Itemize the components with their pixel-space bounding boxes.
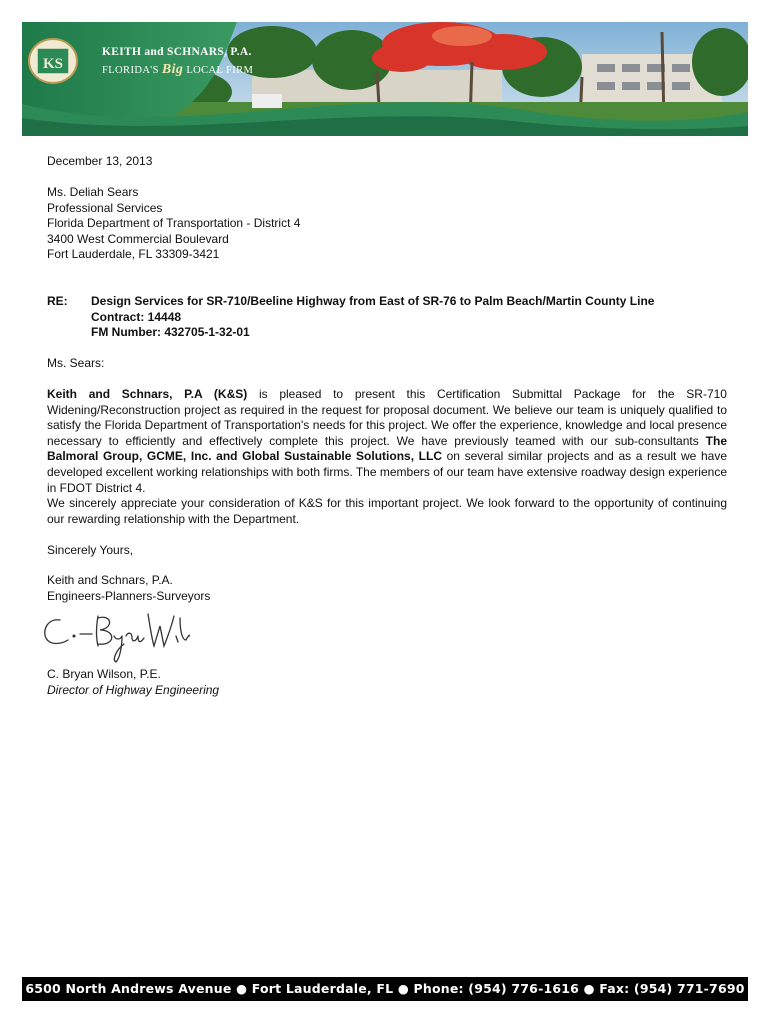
subconsultants-bold: The Balmoral Group, GCME, Inc. and Global Sustainable Solutions, LLC [47, 433, 727, 464]
firm-tagline [102, 62, 253, 78]
contract-line: Contract: 14448 [91, 309, 182, 324]
fm-number-line: FM Number: 432705-1-32-01 [91, 325, 250, 340]
recipient-address [47, 185, 727, 263]
footer-contact-bar: 6500 North Andrews Avenue ● Fort Lauderdale, FL ● Phone: (954) 776-1616 ● Fax: (954) 771-7690 [22, 977, 748, 1001]
body-paragraph-2: We sincerely appreciate your consideration of K&S for this important project. We look forward to the opportunity of continuing our rewarding relationship with the Department. [47, 496, 727, 526]
firm-logo [29, 39, 77, 83]
paragraph-text: on several similar projects and as a result we have developed excellent working relationships with both firms. The members of our team have extensive roadway design experience in FDOT District 4. [47, 449, 727, 495]
firm-line: Engineers-Planners-Surveyors [47, 588, 211, 603]
sender-firm [47, 573, 727, 604]
salutation: Ms. Sears: [47, 356, 105, 370]
header-banner [22, 22, 748, 136]
address-line: Ms. Deliah Sears [47, 185, 139, 199]
re-label: RE: [47, 294, 68, 308]
address-line: Fort Lauderdale, FL 33309-3421 [47, 247, 220, 262]
address-line: Florida Department of Transportation - District 4 [47, 216, 301, 231]
tagline-prefix: FLORIDA'S [102, 65, 159, 76]
firm-name: KEITH and SCHNARS, P.A. [102, 46, 252, 58]
logo-monogram: KS [42, 56, 64, 72]
signature [40, 606, 190, 664]
address-line: Professional Services [47, 200, 163, 215]
body-paragraph-1 [47, 387, 727, 496]
tagline-big: Big [161, 62, 184, 77]
signer-name: C. Bryan Wilson, P.E. [47, 667, 161, 681]
paragraph-text: is pleased to present this Certification Submittal Package for the SR-710 Widening/Reconstruction project as required in the request for proposal document. We believe our team is uniquely qualified to satisfy the Florida Department of Transportation's needs for this project. We offer the experience, knowledge and local presence necessary to efficiently and effectively complete this project. We have previously teamed with our sub-consultants [47, 387, 727, 448]
firm-line: Keith and Schnars, P.A. [47, 573, 173, 587]
banner-photo [22, 22, 748, 136]
closing: Sincerely Yours, [47, 543, 134, 557]
address-line: 3400 West Commercial Boulevard [47, 231, 229, 246]
firm-bold: Keith and Schnars, P.A (K&S) [47, 387, 248, 401]
tagline-suffix: LOCAL FIRM [186, 65, 254, 76]
signer-title: Director of Highway Engineering [47, 682, 220, 697]
subject-line: Design Services for SR-710/Beeline Highway from East of SR-76 to Palm Beach/Martin County Line [91, 294, 655, 308]
signer-block [47, 667, 727, 698]
letter-date: December 13, 2013 [47, 154, 153, 168]
logo-text [102, 46, 253, 78]
